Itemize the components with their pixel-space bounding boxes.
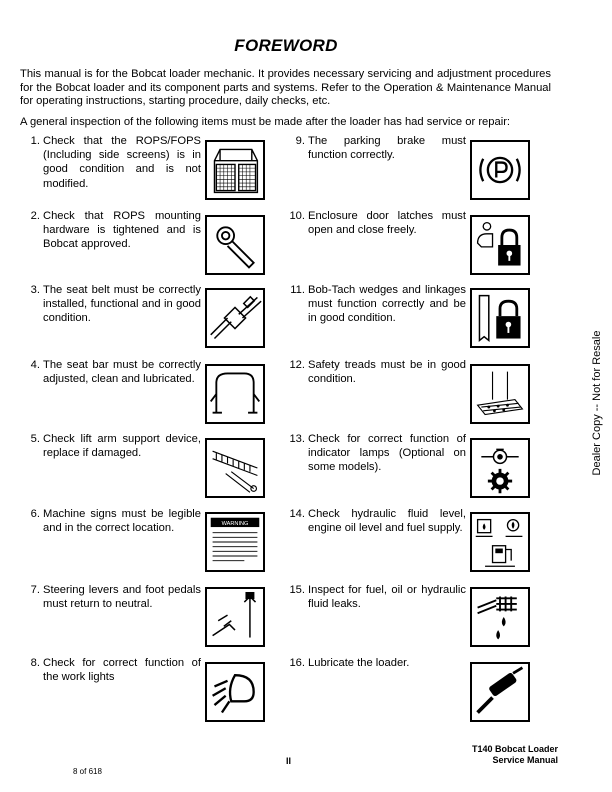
page-title: FOREWORD	[234, 36, 338, 55]
item-number: 13.	[289, 433, 305, 445]
item-text: Safety treads must be in good condition.	[308, 359, 466, 386]
item-number: 12.	[289, 359, 305, 371]
seat-bar-icon	[205, 364, 265, 424]
indicator-lamps-icon	[470, 438, 530, 498]
footer-manual: Service Manual	[492, 755, 558, 765]
item-number: 1.	[30, 135, 40, 147]
intro-paragraph: This manual is for the Bobcat loader mechanic. It provides necessary servicing and adjustment procedures for the Bobcat loader and its component parts and systems. Refer to the Operation & Maintenance Manual for operating instructions, starting procedure, daily checks, etc.	[20, 68, 551, 108]
warning-sign-icon	[205, 512, 265, 572]
item-number: 10.	[289, 210, 305, 222]
item-text: The seat belt must be correctly installed, functional and in good condition.	[43, 284, 201, 325]
steering-lever-icon	[205, 587, 265, 647]
item-text: Inspect for fuel, oil or hydraulic fluid leaks.	[308, 584, 466, 611]
item-text: Check for correct function of indicator lamps (Optional on some models).	[308, 433, 466, 474]
item-number: 8.	[30, 657, 40, 669]
item-text: The seat bar must be correctly adjusted, clean and lubricated.	[43, 359, 201, 386]
lift-arm-support-icon	[205, 438, 265, 498]
item-text: The parking brake must function correctly.	[308, 135, 466, 162]
item-text: Machine signs must be legible and in the correct location.	[43, 508, 201, 535]
footer-title	[452, 744, 558, 766]
item-number: 9.	[295, 135, 305, 147]
item-text: Check that the ROPS/FOPS (Including side screens) is in good condition and is not modified.	[43, 135, 201, 190]
item-text: Lubricate the loader.	[308, 657, 410, 669]
fluid-levels-icon	[470, 512, 530, 572]
item-number: 14.	[289, 508, 305, 520]
door-latch-lock-icon	[470, 215, 530, 275]
item-text: Check hydraulic fluid level, engine oil level and fuel supply.	[308, 508, 466, 535]
item-text: Check that ROPS mounting hardware is tightened and is Bobcat approved.	[43, 210, 201, 251]
item-text: Check lift arm support device, replace if damaged.	[43, 433, 201, 460]
fluid-leak-icon	[470, 587, 530, 647]
item-number: 16.	[289, 657, 305, 669]
page-number: II	[286, 756, 292, 766]
item-number: 2.	[30, 210, 40, 222]
item-number: 15.	[289, 584, 305, 596]
item-number: 6.	[30, 508, 40, 520]
seat-belt-icon	[205, 288, 265, 348]
inspection-intro: A general inspection of the following items must be made after the loader has had service or repair:	[20, 116, 511, 128]
item-number: 5.	[30, 433, 40, 445]
item-text: Enclosure door latches must open and close freely.	[308, 210, 466, 237]
item-number: 11.	[290, 284, 305, 296]
safety-tread-icon	[470, 364, 530, 424]
grease-gun-icon	[470, 662, 530, 722]
wrench-icon	[205, 215, 265, 275]
item-text: Check for correct function of the work lights	[43, 657, 201, 684]
parking-brake-icon	[470, 140, 530, 200]
footer-model: T140 Bobcat Loader	[471, 744, 558, 754]
page-count: 8 of 618	[73, 767, 102, 776]
item-number: 4.	[30, 359, 40, 371]
item-text: Steering levers and foot pedals must return to neutral.	[43, 584, 201, 611]
item-number: 3.	[30, 284, 40, 296]
side-note: Dealer Copy -- Not for Resale	[591, 330, 603, 476]
item-number: 7.	[30, 584, 40, 596]
warning-label: WARNING	[221, 521, 249, 528]
work-light-icon	[205, 662, 265, 722]
rops-cab-icon	[205, 140, 265, 200]
bob-tach-lock-icon	[470, 288, 530, 348]
item-text: Bob-Tach wedges and linkages must function correctly and be in good condition.	[308, 284, 466, 325]
